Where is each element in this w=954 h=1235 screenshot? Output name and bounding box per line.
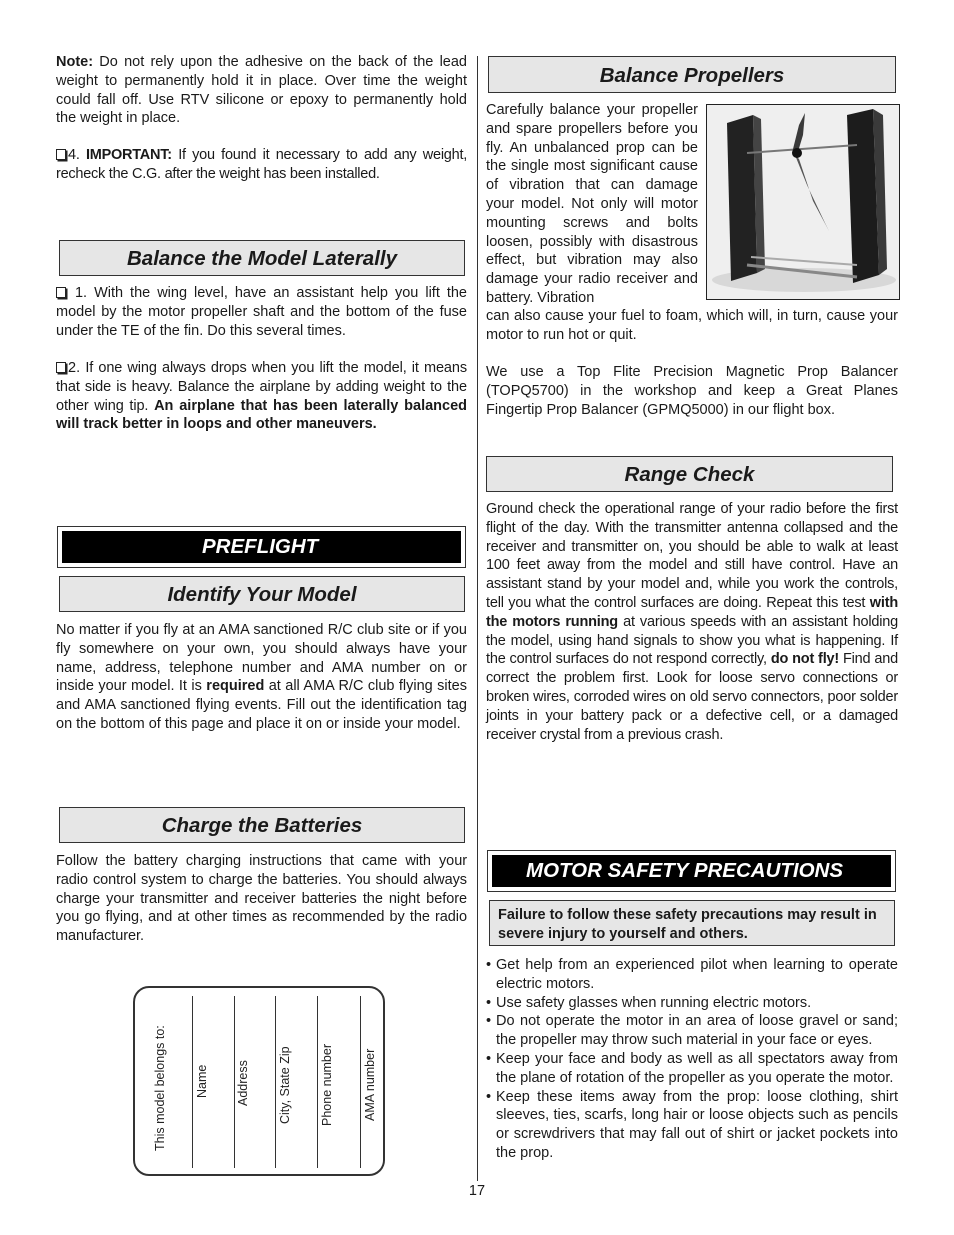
list-item: • Keep your face and body as well as all spectators away from the plane of rotation of the propeller as you operate the motor. [486,1050,898,1088]
list-item: • Keep these items away from the prop: loose clothing, shirt sleeves, ties, scarfs, long hair or loose objects such as pencils or screwdrivers that may fall out of shirt or jacket pockets into the prop. [486,1088,898,1163]
safety-warning-box: Failure to follow these safety precautions may result in severe injury to yourself and others. [489,900,895,946]
safety-bullet-list [486,956,898,1163]
propeller-paragraph-wide: can also cause your fuel to foam, which will, in turn, cause your motor to run hot or quit. [486,308,898,343]
balance-propellers-heading: Balance Propellers [488,56,896,93]
preflight-heading: PREFLIGHT [62,531,461,563]
tag-line [317,996,318,1168]
motor-safety-heading: MOTOR SAFETY PRECAUTIONS [492,855,891,887]
list-item: • Get help from an experienced pilot when learning to operate electric motors. [486,956,898,994]
range-check-heading: Range Check [486,456,893,492]
note-label: Note: [56,54,94,70]
tag-line [192,996,193,1168]
balance-laterally-heading: Balance the Model Laterally [59,240,465,276]
checkbox-icon[interactable] [56,149,66,160]
lateral-step-1: 1. With the wing level, have an assistant help you lift the model by the motor propeller shaft and the bottom of the fuse under the TE of the fin. Do this several times. [56,285,467,339]
checkbox-icon[interactable] [56,362,66,373]
list-item: • Use safety glasses when running electric motors. [486,994,898,1013]
charge-paragraph: Follow the battery charging instructions that came with your radio control system to charge the batteries. You should always charge your transmitter and receiver batteries the night before you go flying, and at other times as recommended by the radio manufacturer. [56,853,467,945]
lateral-step-2: 2. If one wing always drops when you lift the model, it means that side is heavy. Balance the airplane by adding weight to the other wing tip. An airplane that has been laterally balanced will track better in loops and other maneuvers. [56,360,468,433]
note-paragraph: Note: Do not rely upon the adhesive on the back of the lead weight to permanently hold it in place. Over time the weight could fall off. Use RTV silicone or epoxy to permanently hold the weight in place. [56,54,467,127]
identification-tag [133,986,385,1176]
tag-label-name[interactable]: Name [195,1064,209,1098]
tag-label-city[interactable]: City, State Zip [278,1046,292,1124]
tag-label-address[interactable]: Address [236,1060,250,1106]
tag-label-phone[interactable]: Phone number [320,1043,334,1126]
range-check-paragraph: Ground check the operational range of your radio before the first flight of the day. With the transmitter antenna collapsed and the receiver and transmitter on, you should be able to walk at least 100 feet away from the model and still have control. Have an assistant stand by your model and, while you work the controls, tell you what the control surfaces are doing. Repeat this test with the motors running at various speeds with an assistant holding the model, using hand signals to show you what is happening. If the control surfaces do not respond correctly, do not fly! Find and correct the problem first. Look for loose servo connections or broken wires, corroded wires on old servo connectors, poor solder joints in your battery pack or a defective cell, or a damaged receiver crystal from a previous crash. [486,501,898,743]
tag-line [360,996,361,1168]
identify-model-heading: Identify Your Model [59,576,465,612]
propeller-paragraph-2: We use a Top Flite Precision Magnetic Prop Balancer (TOPQ5700) in the workshop and keep a Great Planes Fingertip Prop Balancer (GPMQ5000) in our flight box. [486,364,898,418]
prop-balancer-photo [706,104,900,300]
propeller-paragraph-narrow: Carefully balance your propeller and spare propellers before you fly. An unbalanced prop can be the single most significant cause of vibration that can damage your model. Not only will motor mounting screws and bolts loosen, possibly with disastrous effect, but vibration may also damage your radio receiver and battery. Vibration [486,102,698,306]
prop-balancer-illustration [707,105,900,300]
charge-batteries-heading: Charge the Batteries [59,807,465,843]
page-number: 17 [468,1183,486,1199]
identify-paragraph: No matter if you fly at an AMA sanctioned R/C club site or if you fly somewhere on your own, you should always have your name, address, telephone number and AMA number on or inside your model. It is required at all AMA R/C club flying sites and AMA sanctioned flying events. Fill out the identification tag on the bottom of this page and place it on or inside your model. [56,622,467,732]
tag-label-ama[interactable]: AMA number [363,1048,377,1121]
tag-line [275,996,276,1168]
step-4-paragraph: 4. IMPORTANT: If you found it necessary to add any weight, recheck the C.G. after the weight has been installed. [56,147,467,182]
checkbox-icon[interactable] [56,287,66,298]
column-divider [477,56,478,1181]
tag-line [234,996,235,1168]
list-item: • Do not operate the motor in an area of loose gravel or sand; the propeller may throw such material in your face or eyes. [486,1012,898,1050]
tag-label-owner: This model belongs to: [153,1025,167,1151]
